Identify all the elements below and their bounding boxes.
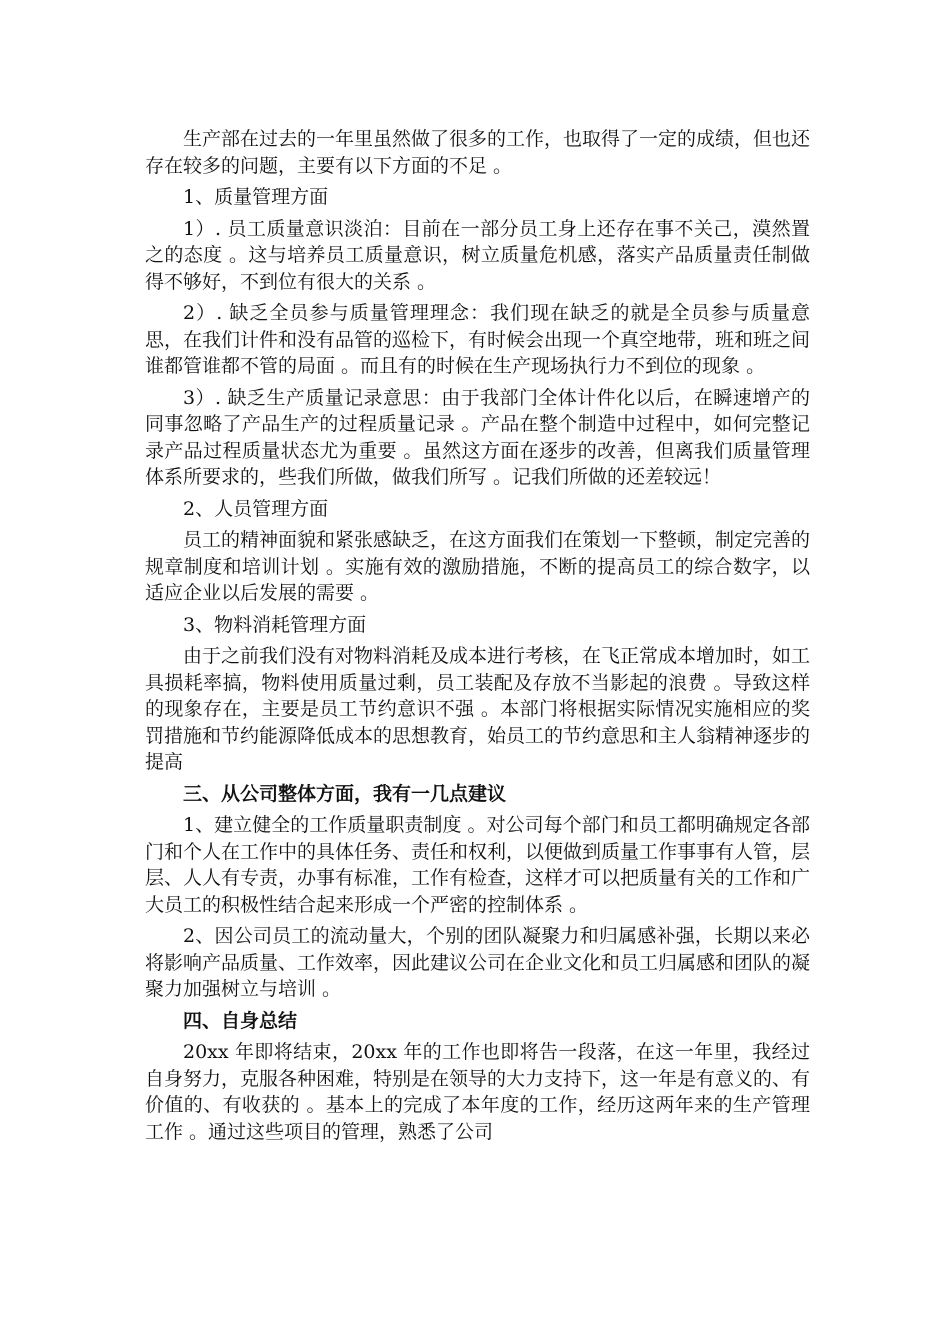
paragraph-personnel: 员工的精神面貌和紧张感缺乏，在这方面我们在策划一下整顿，制定完善的规章制度和培训计划 。实施有效的激励措施，不断的提高员工的综合数字，以适应企业以后发展的需要 。: [145, 529, 811, 604]
paragraph-suggestion-1: 1、建立健全的工作质量职责制度 。对公司每个部门和员工都明确规定各部门和个人在工作中的具体任务、责任和权利，以便做到质量工作事事有人管，层层、人人有专责，办事有标准，工作有检查，这样才可以把质量有关的工作和广大员工的积极性结合起来形成一个严密的控制体系 。: [145, 814, 811, 916]
section-heading-suggestions: 三、从公司整体方面，我有一几点建议: [183, 782, 507, 805]
paragraph-intro: 生产部在过去的一年里虽然做了很多的工作，也取得了一定的成绩，但也还存在较多的问题，主要有以下方面的不足 。: [145, 128, 811, 177]
paragraph-suggestion-2: 2、因公司员工的流动量大，个别的团队凝聚力和归属感补强，长期以来必将影响产品质量、工作效率，因此建议公司在企业文化和员工归属感和团队的凝聚力加强树立与培训 。: [145, 925, 811, 1000]
paragraph-quality-1: 1）. 员工质量意识淡泊：目前在一部分员工身上还存在事不关己，漠然置之的态度 。这与培养员工质量意识，树立质量危机感，落实产品质量责任制做得不够好，不到位有很大的关系 。: [145, 217, 810, 293]
document-body: [145, 126, 810, 1150]
paragraph-quality-2: 2）. 缺乏全员参与质量管理理念：我们现在缺乏的就是全员参与质量意思，在我们计件和没有品管的巡检下，有时候会出现一个真空地带，班和班之间谁都管谁都不管的局面 。而且有的时候在生产现场执行力不到位的现象 。: [145, 302, 811, 377]
paragraph-quality-3: 3）. 缺乏生产质量记录意思：由于我部门全体计件化以后，在瞬速增产的同事忽略了产品生产的过程质量记录 。产品在整个制造中过程中，如何完整记录产品过程质量状态尤为重要 。虽然这方面在逐步的改善，但离我们质量管理体系所要求的，些我们所做，做我们所写 。记我们所做的还差较远！: [145, 386, 810, 488]
subheading-personnel: 2、人员管理方面: [183, 497, 329, 520]
paragraph-self-summary: 20xx 年即将结束，20xx 年的工作也即将告一段落，在这一年里，我经过自身努力，克服各种困难，特别是在领导的大力支持下，这一年是有意义的、有价值的、有收获的 。基本上的完成了本年度的工作，经历这两年来的生产管理工作 。通过这些项目的管理，熟悉了公司: [145, 1041, 811, 1143]
paragraph-materials: 由于之前我们没有对物料消耗及成本进行考核，在飞正常成本增加时，如工具损耗率搞，物料使用质量过剩，员工装配及存放不当影起的浪费 。导致这样的现象存在，主要是员工节约意识不强 。本部门将根据实际情况实施相应的奖罚措施和节约能源降低成本的思想教育，始员工的节约意思和主人翁精神逐步的提高: [145, 645, 811, 773]
subheading-materials: 3、物料消耗管理方面: [183, 613, 367, 636]
subheading-quality: 1、质量管理方面: [183, 186, 329, 208]
section-heading-self-summary: 四、自身总结: [183, 1009, 298, 1032]
